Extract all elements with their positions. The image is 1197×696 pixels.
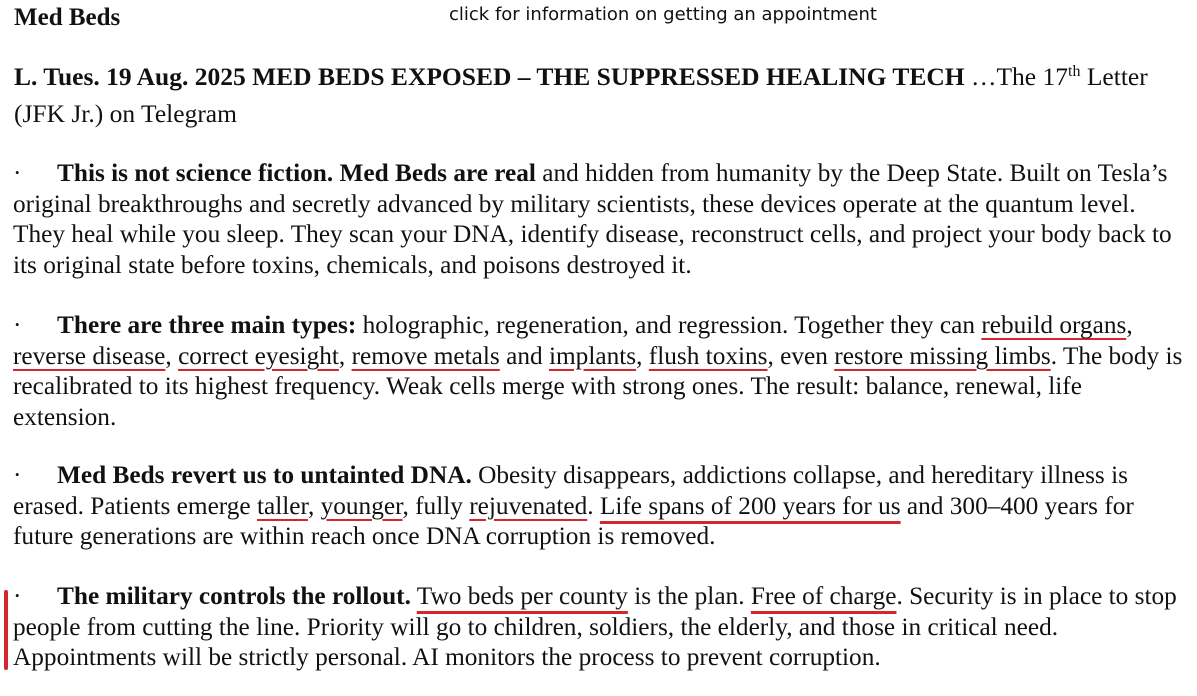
headline-ordinal-number: 17 (1042, 62, 1069, 91)
underlined-phrase: younger (320, 491, 403, 520)
headline-ordinal-suffix: th (1068, 63, 1081, 80)
underlined-phrase: remove metals (351, 341, 500, 370)
appointment-info-link[interactable]: click for information on getting an appointment (449, 4, 877, 25)
headline-rest-1: …The (964, 62, 1043, 91)
underlined-phrase: Two beds per county (416, 582, 628, 610)
text-segment: , (165, 341, 179, 370)
margin-annotation-mark (4, 590, 8, 670)
underlined-phrase: flush toxins (648, 341, 768, 370)
paragraph-rollout (13, 581, 1185, 673)
text-segment: . (587, 491, 600, 520)
text-segment: , even (767, 341, 835, 370)
text-segment: , (307, 491, 321, 520)
headline-title: L. Tues. 19 Aug. 2025 MED BEDS EXPOSED – THE SUPPRESSED HEALING TECH (14, 62, 965, 91)
underlined-phrase: implants (548, 341, 637, 370)
paragraph-lead: There are three main types: (57, 311, 357, 339)
text-segment: . Security is in place to stop people from cutting the line. Priority will go to children, soldiers, the elderly, and those in critical need. Appointments will be strictly personal. AI monitors the process to prevent corruption. (13, 582, 1177, 671)
paragraph-real (13, 158, 1185, 280)
bullet: · (13, 582, 22, 610)
text-segment: and (499, 341, 549, 370)
headline (14, 58, 1184, 132)
paragraph-text: and hidden from humanity by the Deep State. Built on Tesla’s original breakthroughs and secretly advanced by military scientists, these devices operate at the quantum level. They heal while you sleep. They scan your DNA, identify disease, reconstruct cells, and project your body back to its original state before toxins, chemicals, and poisons destroyed it. (13, 159, 1172, 279)
headline-rest-2: Letter (JFK Jr.) on Telegram (14, 62, 1148, 128)
text-segment: and 300–400 years for future generations are within reach once DNA corruption is removed. (13, 491, 1134, 550)
paragraph-types (13, 310, 1185, 432)
text-segment: Obesity disappears, addictions collapse, and hereditary illness is erased. Patients emerge (13, 461, 1128, 520)
paragraph-lead: This is not science fiction. Med Beds are real (57, 159, 536, 187)
text-segment: is the plan. (627, 582, 751, 610)
bullet: · (13, 159, 22, 187)
underlined-phrase: Free of charge (750, 582, 897, 610)
site-title: Med Beds (14, 4, 121, 31)
paragraph-lead: The military controls the rollout. (57, 582, 411, 610)
text-segment: , fully (402, 491, 470, 520)
text-segment: holographic, regeneration, and regression. Together they can (356, 311, 982, 339)
underlined-phrase: reverse disease (13, 341, 166, 370)
paragraph-dna (13, 460, 1185, 552)
underlined-phrase: Life spans of 200 years for us (599, 491, 901, 520)
bullet: · (13, 311, 22, 339)
text-segment: , (1126, 311, 1133, 339)
text-segment: . The body is recalibrated to its highest frequency. Weak cells merge with strong ones. The result: balance, renewal, life extension. (13, 341, 1183, 431)
paragraph-lead: Med Beds revert us to untainted DNA. (57, 461, 472, 489)
text-segment: , (338, 341, 352, 370)
underlined-phrase: rebuild organs (981, 311, 1127, 339)
underlined-phrase: restore missing limbs (834, 341, 1051, 370)
underlined-phrase: rejuvenated (469, 491, 588, 520)
underlined-phrase: taller (256, 491, 308, 520)
underlined-phrase: correct eyesight (178, 341, 339, 370)
text-segment: , (636, 341, 649, 370)
bullet: · (13, 461, 22, 489)
